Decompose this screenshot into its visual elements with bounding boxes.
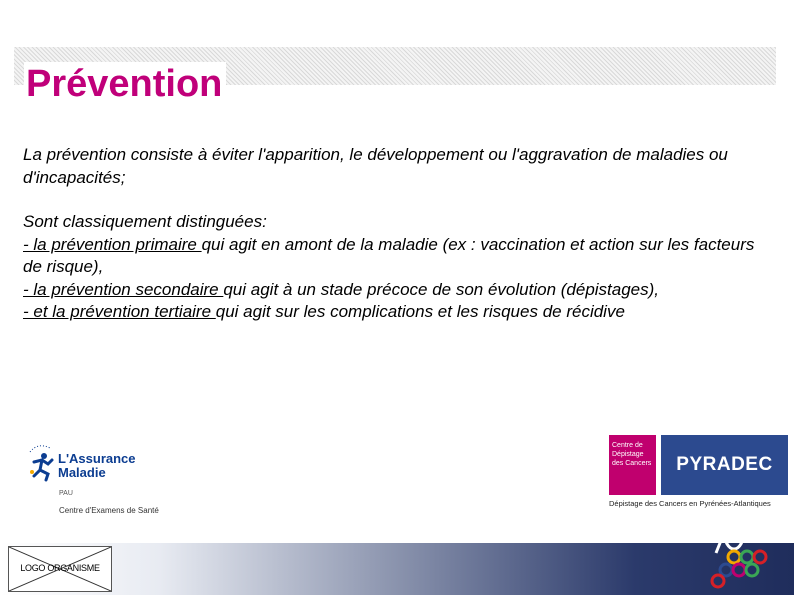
cdc-logo: Centre de Dépistage des Cancers	[609, 435, 656, 495]
list-item-primary	[23, 234, 763, 279]
list-item-text: qui agit sur les complications et les risques de récidive	[215, 302, 625, 321]
anniversary-70-ans-icon	[702, 505, 780, 591]
anniversary-ans-label: ans	[734, 528, 757, 544]
assurance-city: PAU	[59, 490, 73, 497]
pyradec-logo: PYRADEC	[661, 435, 788, 495]
assurance-maladie-logo	[26, 440, 186, 520]
slide-title: Prévention	[24, 62, 226, 106]
pyradec-tagline: Dépistage des Cancers en Pyrénées-Atlantiques	[609, 499, 771, 508]
list-item-text: qui agit à un stade précoce de son évolution (dépistages),	[223, 279, 660, 299]
assurance-maladie-wordmark: L'Assurance Maladie	[58, 451, 136, 480]
prevention-secondaire-link[interactable]: - la prévention secondaire	[23, 279, 224, 299]
footer-bar	[0, 543, 794, 595]
organisme-logo-placeholder	[8, 546, 112, 592]
assurance-centre-label: Centre d'Examens de Santé	[59, 506, 159, 515]
prevention-primaire-link[interactable]: - la prévention primaire	[23, 234, 202, 254]
definition-paragraph: La prévention consiste à éviter l'apparition, le développement ou l'aggravation de maladies ou d'incapacités;	[23, 145, 728, 187]
list-item-secondary	[23, 279, 763, 302]
list-item-text: qui agit en amont de la maladie (ex : vaccination et action sur les facteurs de risque),	[23, 234, 755, 276]
placeholder-label: LOGO ORGANISME	[20, 563, 100, 573]
prevention-tertiaire-link[interactable]: - et la prévention tertiaire	[23, 302, 216, 321]
slide-body	[23, 144, 763, 324]
assurance-maladie-emblem-icon	[26, 442, 58, 484]
list-item-tertiary	[23, 301, 763, 324]
intro-line: Sont classiquement distinguées:	[23, 212, 267, 231]
